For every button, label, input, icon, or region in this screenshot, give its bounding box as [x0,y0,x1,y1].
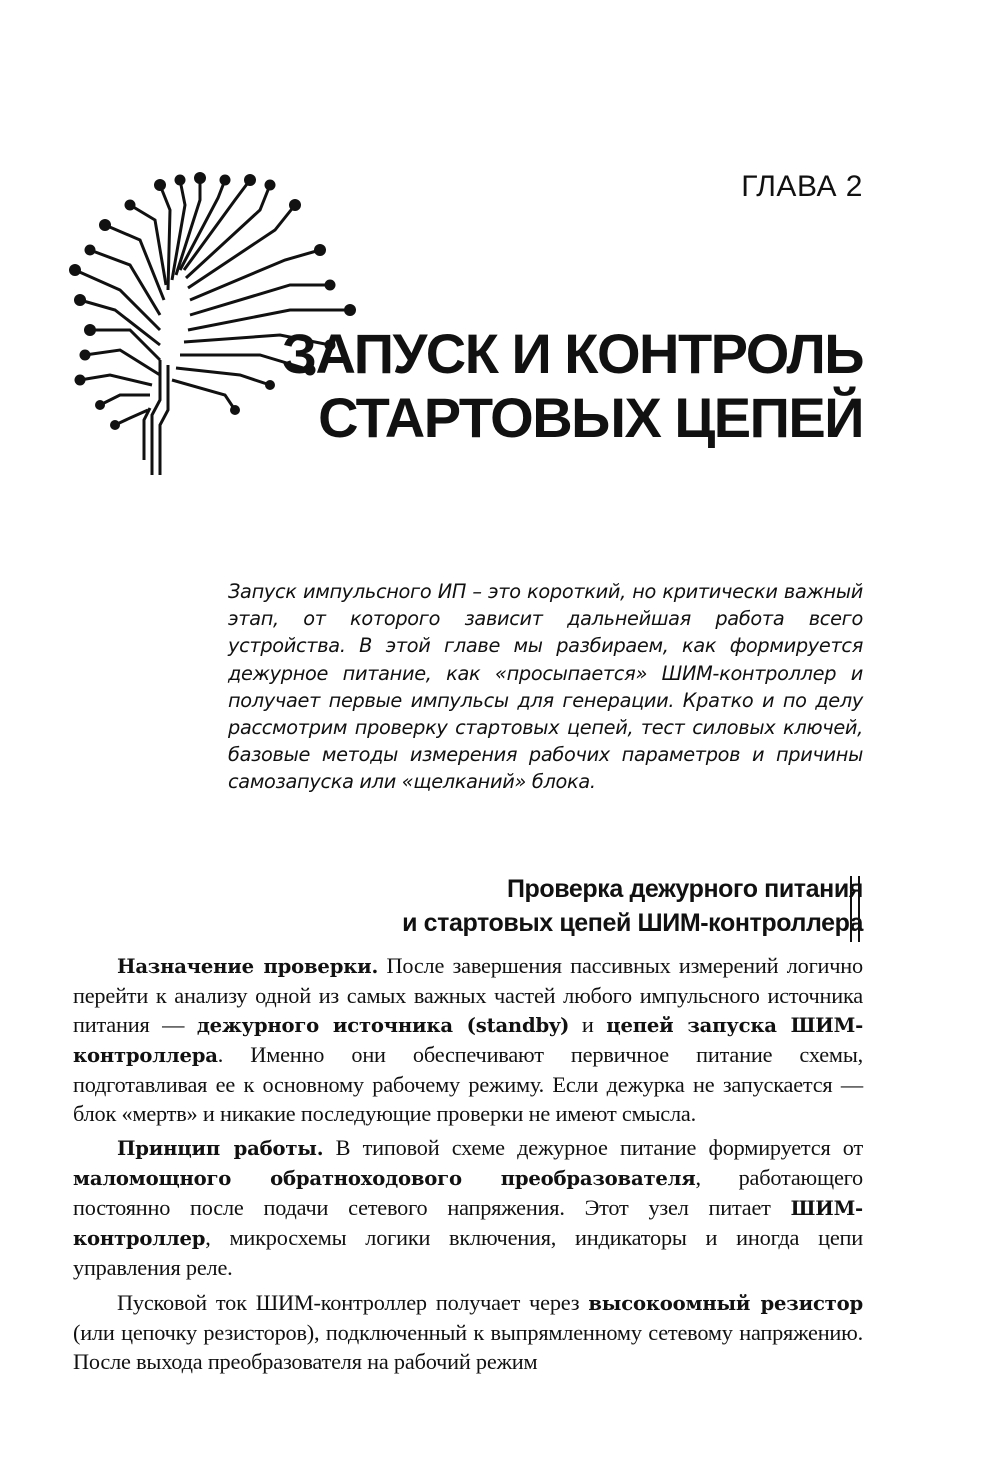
paragraph-startup-current [73,1289,863,1377]
bold-term: Назначение проверки. [117,955,379,978]
paragraph-text: После завершения пассивных измерений логично перейти к анализу одной из самых важных частей любого импульсного источника питания — [73,953,863,1037]
chapter-title [282,322,863,450]
paragraph-text: Пусковой ток ШИМ-контроллер получает через [117,1289,589,1315]
chapter-title-line-1: ЗАПУСК И КОНТРОЛЬ [281,322,863,385]
bold-term: дежурного источника (standby) [196,1013,570,1037]
paragraph-text: , микросхемы логики включения, индикаторы и иногда цепи управления реле. [73,1225,863,1281]
paragraph-principle [73,1134,863,1283]
paragraph-text: (или цепочку резисторов), подключенный к выпрямленному сетевому напряжению. После выхода преобразователя на рабочий режим [73,1319,863,1374]
section-heading-line-1: Проверка дежурного питания [506,875,863,903]
bold-term: маломощного обратноходового преобразователя [73,1167,696,1191]
chapter-label: ГЛАВА 2 [741,170,863,203]
paragraph-purpose [73,952,863,1128]
bold-term: Принцип работы. [117,1137,324,1161]
paragraph-text: и [569,1011,607,1037]
paragraph-text: , работающего постоянно после подачи сетевого напряжения. Этот узел питает [73,1165,863,1221]
section-heading-rule [850,876,860,942]
paragraph-text: . Именно они обеспечивают первичное питание схемы, подготавливая ее к основному рабочему режиму. Если дежурка не запускается — блок «мертв» и никакие последующие проверки не имеют смысла. [73,1041,863,1126]
bold-term: высокоомный резистор [588,1291,863,1315]
bold-term: цепей запуска ШИМ-контроллера [73,1013,864,1067]
bold-term: ШИМ-контроллер [73,1197,863,1251]
paragraph-text: В типовой схеме дежурное питание формируется от [323,1135,864,1161]
section-heading-line-2: и стартовых цепей ШИМ-контроллера [402,909,863,937]
chapter-title-line-2: СТАРТОВЫХ ЦЕПЕЙ [318,386,863,449]
section-heading [402,872,863,940]
chapter-intro: Запуск импульсного ИП – это короткий, но критически важный этап, от которого зависит дальнейшая работа всего устройства. В этой главе мы разбираем, как формируется дежурное питание, как «просыпается» ШИМ-контроллер и получает первые импульсы для генерации. Кратко и по делу рассмотрим проверку стартовых цепей, тест силовых ключей, базовые методы измерения рабочих параметров и причины самозапуска или «щелканий» блока. [228,580,863,794]
body-text [73,952,863,1383]
